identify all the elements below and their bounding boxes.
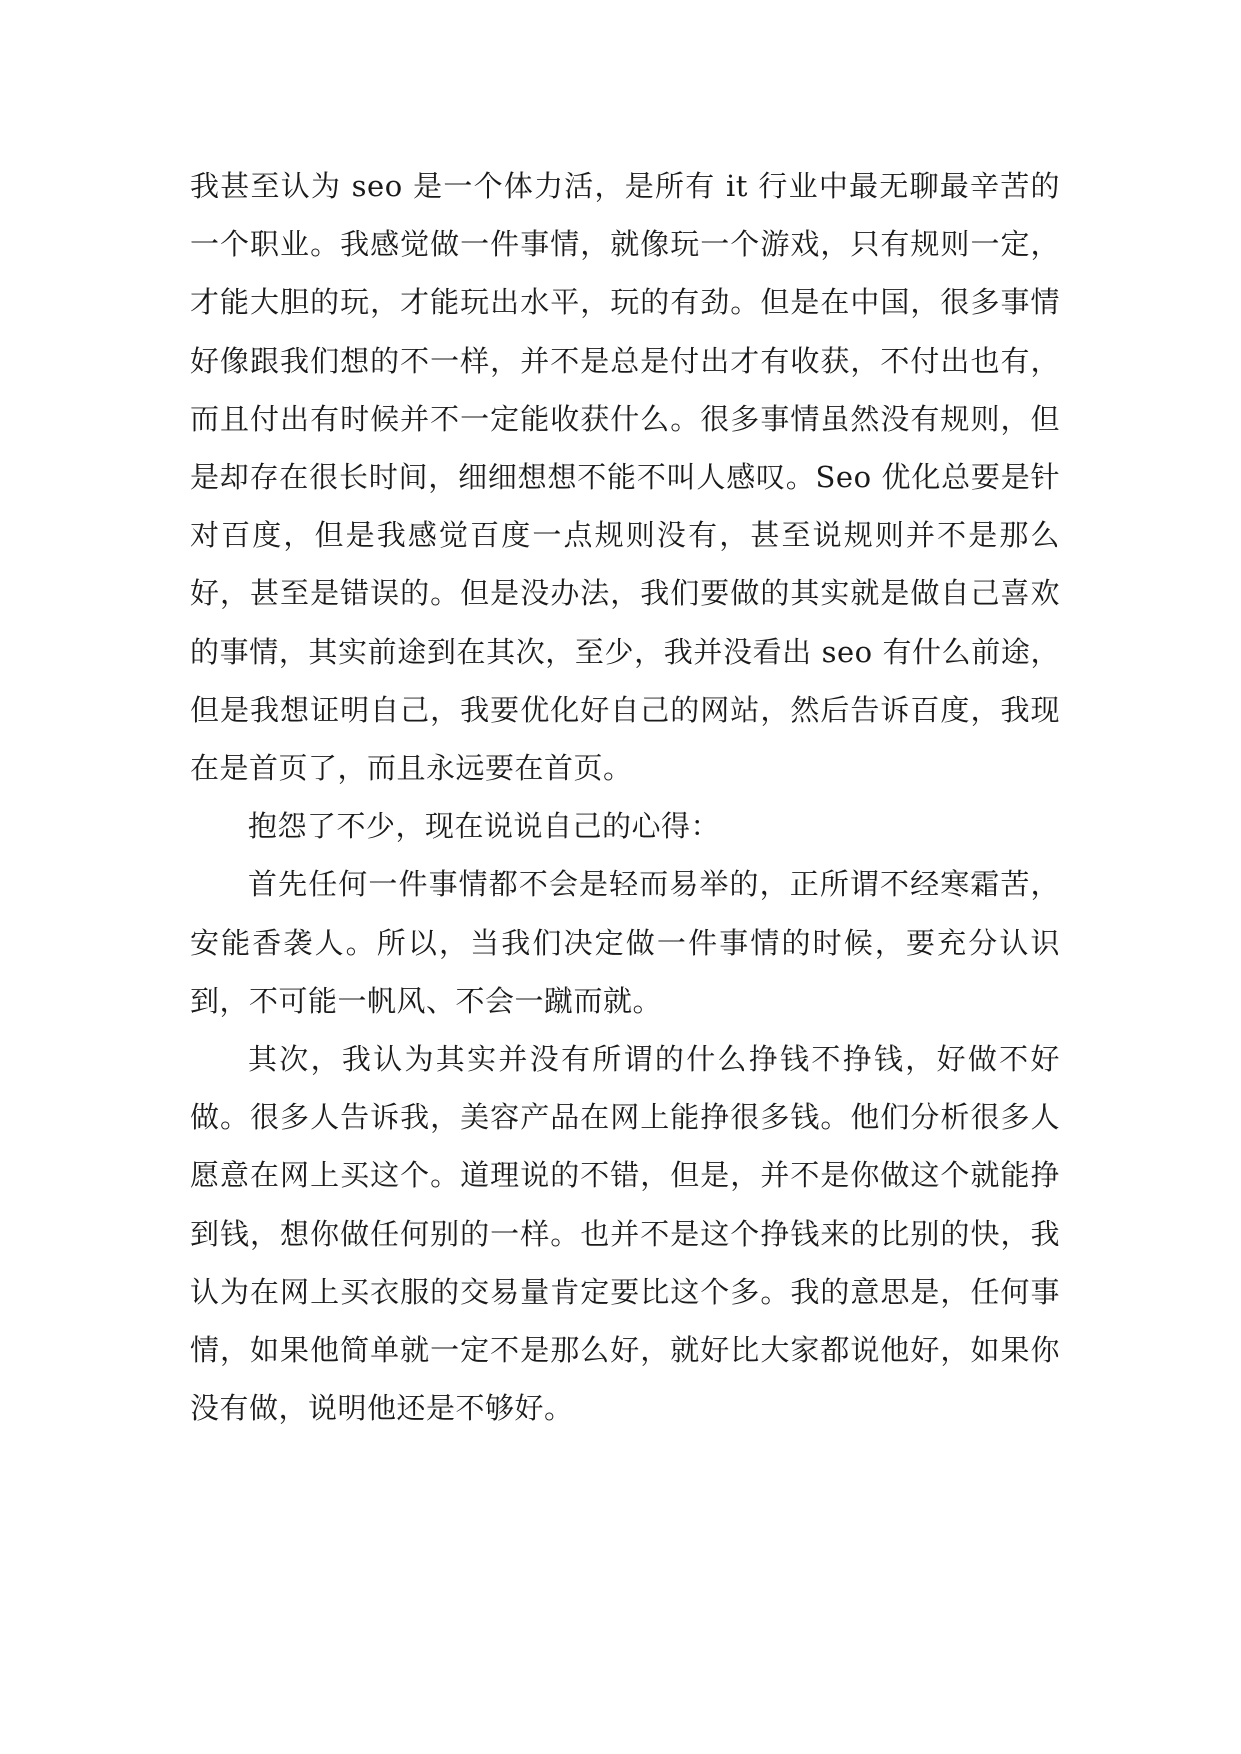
paragraph-seo-complaint: 我甚至认为 seo 是一个体力活，是所有 it 行业中最无聊最辛苦的一个职业。我感觉做一件事情，就像玩一个游戏，只有规则一定，才能大胆的玩，才能玩出水平，玩的有劲。但是在中国，很多事情好像跟我们想的不一样，并不是总是付出才有收获，不付出也有，而且付出有时候并不一定能收获什么。很多事情虽然没有规则，但是却存在很长时间，细细想想不能不叫人感叹。Seo 优化总要是针对百度，但是我感觉百度一点规则没有，甚至说规则并不是那么好，甚至是错误的。但是没办法，我们要做的其实就是做自己喜欢的事情，其实前途到在其次，至少，我并没看出 seo 有什么前途，但是我想证明自己，我要优化好自己的网站，然后告诉百度，我现在是首页了，而且永远要在首页。: [190, 169, 1060, 786]
paragraph-transition: 抱怨了不少，现在说说自己的心得：: [248, 809, 721, 844]
paragraph-second-point: 其次，我认为其实并没有所谓的什么挣钱不挣钱，好做不好做。很多人告诉我，美容产品在网上能挣很多钱。他们分析很多人愿意在网上买这个。道理说的不错，但是，并不是你做这个就能挣到钱，想你做任何别的一样。也并不是这个挣钱来的比别的快，我认为在网上买衣服的交易量肯定要比这个多。我的意思是，任何事情，如果他简单就一定不是那么好，就好比大家都说他好，如果你没有做，说明他还是不够好。: [190, 1042, 1060, 1426]
document-page: [190, 157, 1060, 1437]
paragraph-first-point: 首先任何一件事情都不会是轻而易举的，正所谓不经寒霜苦，安能香袭人。所以，当我们决定做一件事情的时候，要充分认识到，不可能一帆风、不会一蹴而就。: [190, 867, 1060, 1018]
